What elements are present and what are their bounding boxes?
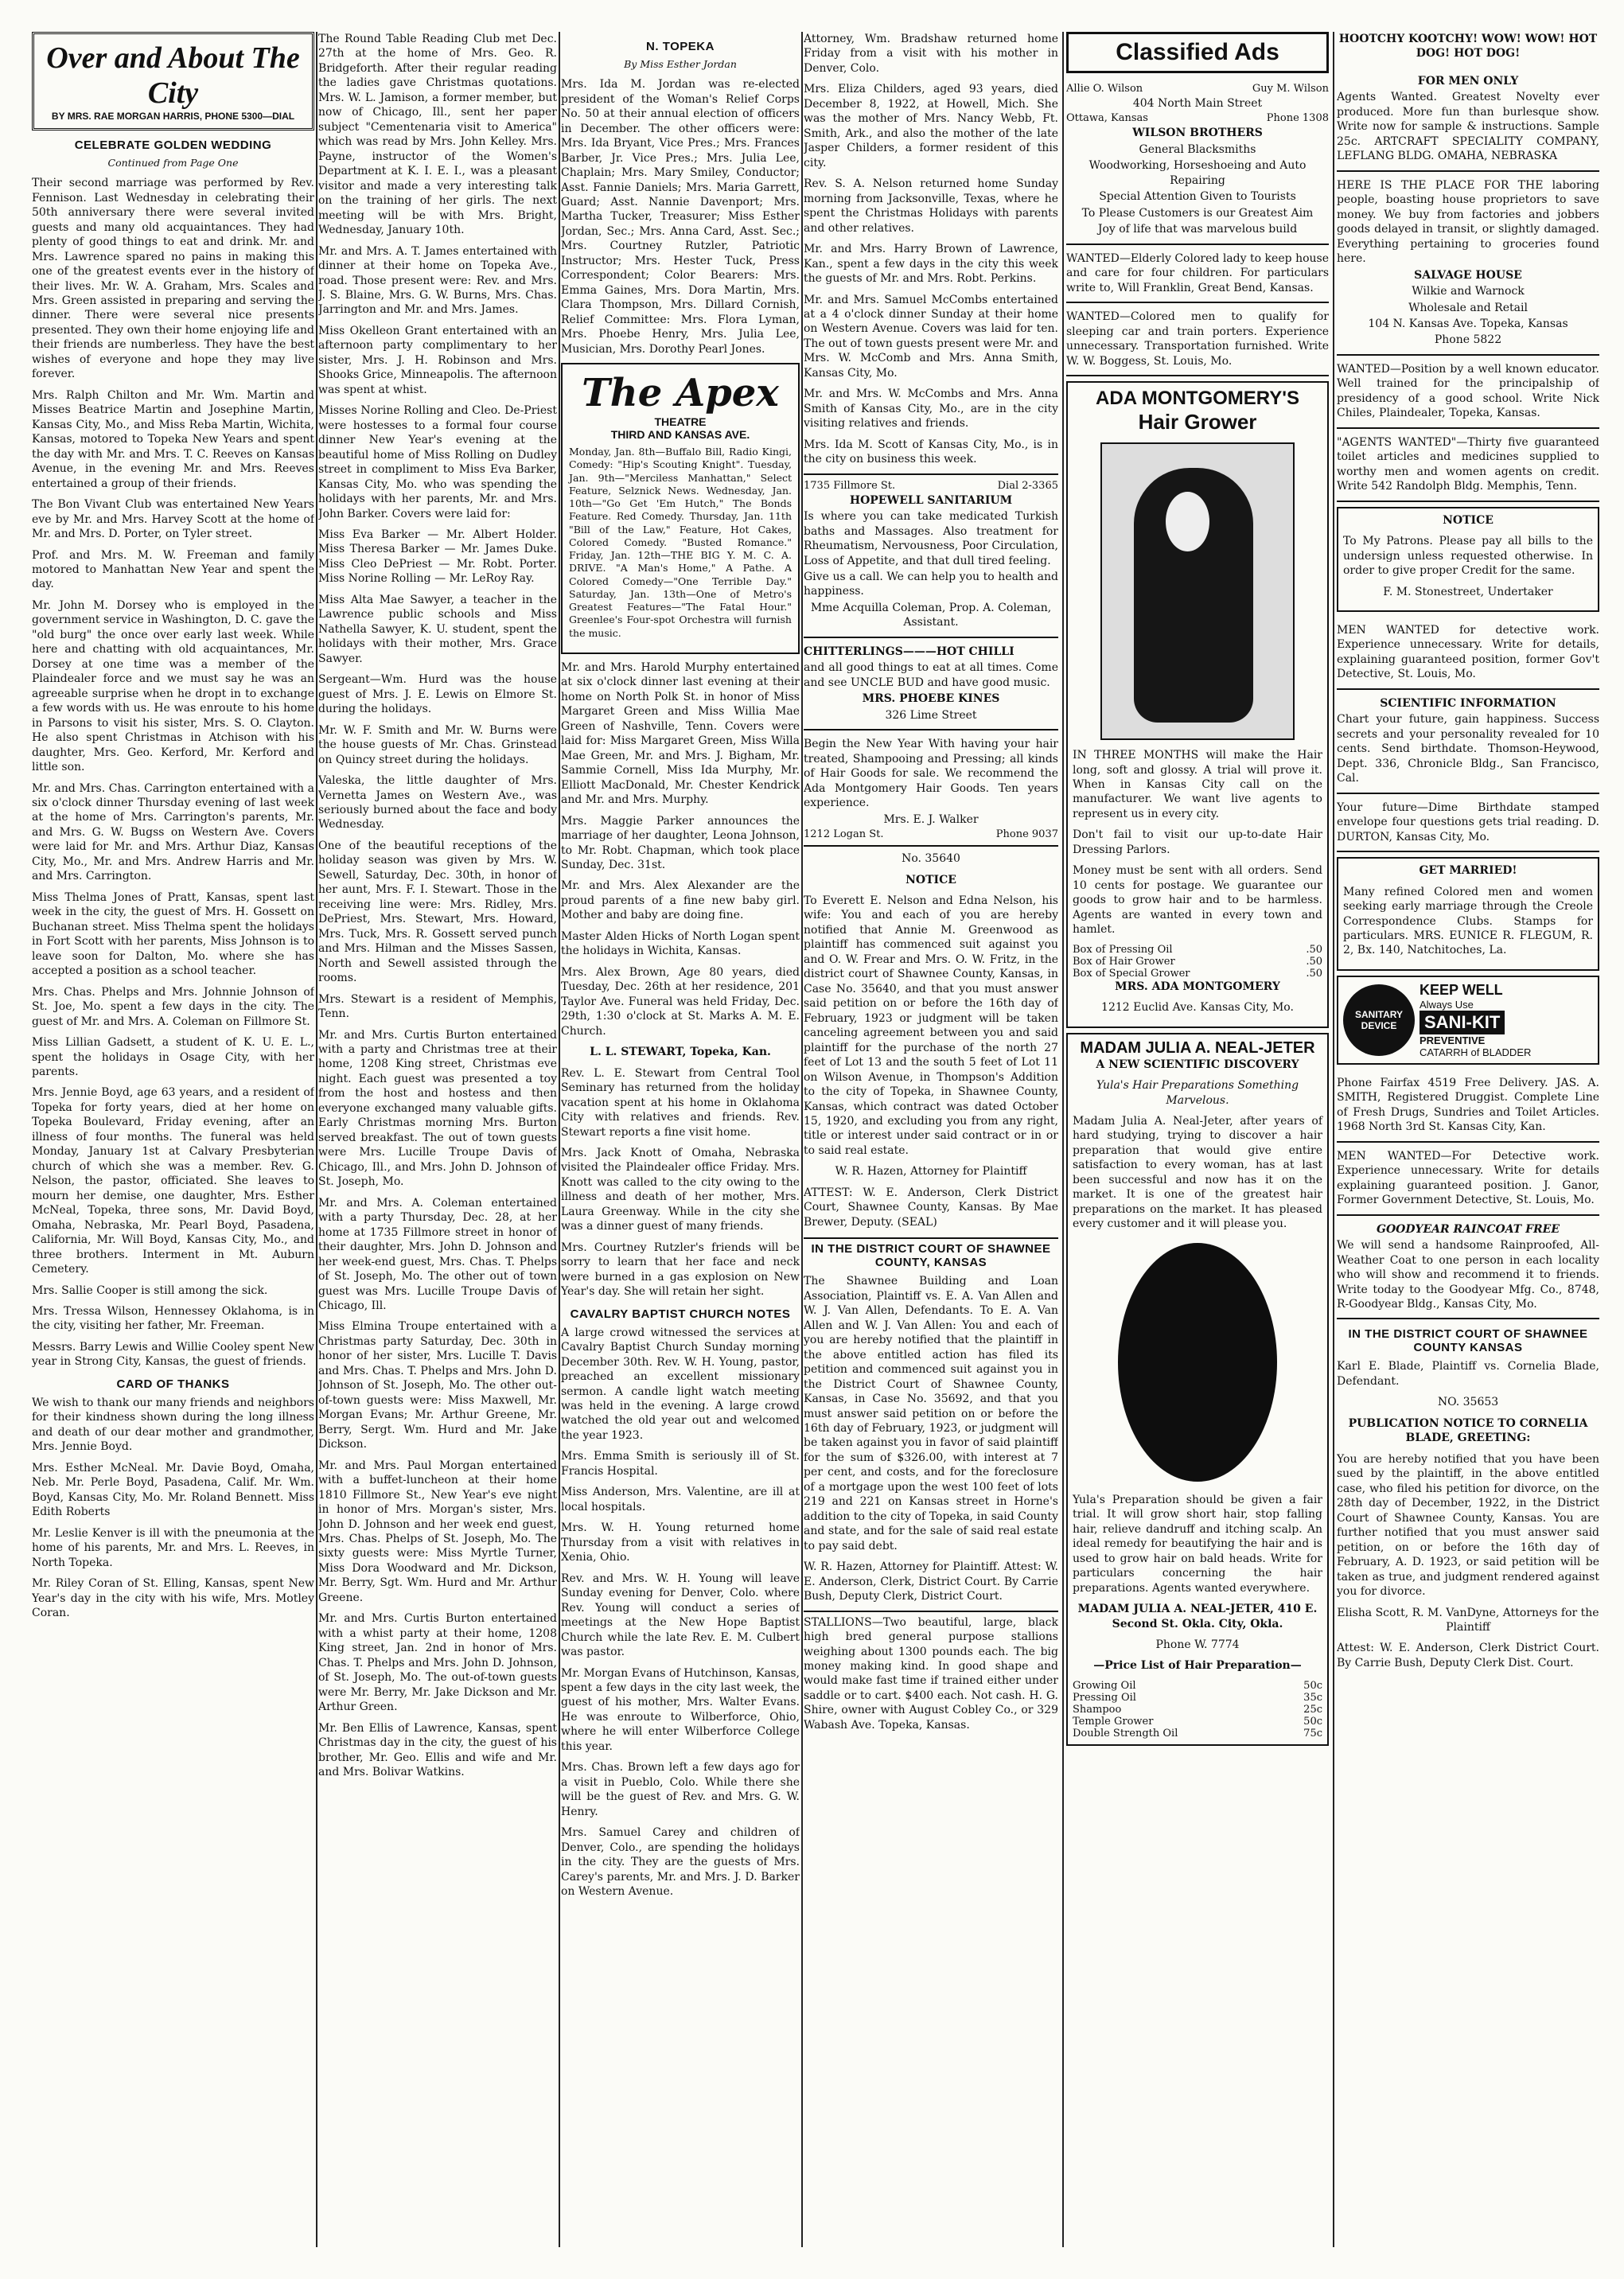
- ad-text: Is where you can take medicated Turkish baths and Massages. Also treatment for Rheumatism, Nervousness, Poor Circulation, Loss of Appetite, and that dull tired feeling.: [804, 510, 1058, 567]
- paragraph: We wish to thank our many friends and neighbors for their kindness shown during the long illness and death of our dear mother and grandmother, Mrs. Jennie Boyd.: [32, 1396, 314, 1454]
- court-attest: Attest: W. E. Anderson, Clerk District Court. By Carrie Bush, Deputy Clerk Dist. Court.: [1337, 1642, 1599, 1669]
- paragraph: Rev. S. A. Nelson returned home Sunday morning from Jacksonville, Texas, where he spent the Christmas Holidays with parents and other relatives.: [804, 177, 1058, 235]
- scientific-ad: [1337, 690, 1599, 794]
- price-item: Shampoo: [1073, 1703, 1122, 1716]
- wanted-ad: [1066, 303, 1329, 376]
- column-rule: [316, 32, 317, 2247]
- paragraph: Mrs. Chas. Phelps and Mrs. Johnnie Johnson of St. Joe, Mo. spent a few days in the city. The guest of Mr. and Mrs. A. Coleman on Fillmore St.: [32, 985, 314, 1028]
- paragraph: Mr. W. F. Smith and Mr. W. Burns were the house guests of Mr. Chas. Grinstead on Quincy street during the holidays.: [318, 723, 557, 766]
- paragraph: Misses Norine Rolling and Cleo. De-Priest were hostesses to a formal four course dinner New Year's evening at the beautiful home of Miss Rolling on Dudley street in compliment to Miss Eva Barker, Kansas City, Mo. who was spending the holidays with her parents, Mr. and Mrs. John Barker. Covers were laid for:: [318, 404, 557, 520]
- paragraph: Mr. and Mrs. Curtis Burton entertained with a whist party at their home, 1208 King street, Jan. 2nd in honor of Mrs. Chas. T. Phelps and Mrs. John D. Johnson, of St. Joseph, Mo. The out-of-town guests were Mr. Berry, Mr. Jake Dickson and Mr. Arthur Green.: [318, 1612, 557, 1714]
- ad-text: Many refined Colored men and women seeking early marriage through the Creole Correspondence Clubs. Stamps for particulars. MRS. EUNICE R. FLEGUM, R. 2, Bx. 140, Natchitoches, La.: [1343, 885, 1593, 957]
- paragraph: Mr. and Mrs. A. T. James entertained with dinner at their home on Topeka Ave., road. Those present were: Rev. and Mrs. J. S. Blaine, Mrs. G. W. Burns, Mrs. Chas. Jarrington and Mr. and Mrs. James.: [318, 244, 557, 317]
- ad-address: MADAM JULIA A. NEAL-JETER, 410 E. Second St. Okla. City, Okla.: [1077, 1603, 1318, 1630]
- ad-text: HERE IS THE PLACE FOR THE laboring people, boasting house proprietors to save money. We buy from factories and jobbers goods delayed in transit, or slightly damaged. Everything pertaining to groceries found here.: [1337, 178, 1599, 266]
- ad-text: Special Attention Given to Tourists: [1099, 190, 1296, 204]
- ad-text: Madam Julia A. Neal-Jeter, after years of hard studying, trying to discover a hair preparation that would give entire satisfaction to every woman, has at last been successful and now has it on the market. It is one of the greatest hair preparations on the market. It has pleased every customer and it will please you.: [1073, 1115, 1322, 1231]
- face-shape: [1166, 492, 1209, 551]
- ad-address: 404 North Main Street: [1132, 97, 1263, 110]
- ad-phone: Phone 5822: [1434, 333, 1502, 347]
- paragraph: Mr. Morgan Evans of Hutchinson, Kansas, spent a few days in the city last week, the guest of his mother, Mrs. Walter Evans. He was enroute to Wilberforce, Ohio, where he will enter Wilberforce College this year.: [561, 1666, 800, 1753]
- ad-text: CATARRH of BLADDER: [1420, 1046, 1532, 1058]
- court-text: You are hereby notified that you have been sued by the plaintiff, in the above entitled case, who filed his petition for divorce, on the 28th day of December, 1922, in the District Court of Shawnee County, Kansas. You are further notified that you must answer said petition, on or before the 16th day of February, A. D. 1923, or said petition will be taken as true, and judgment rendered against you for divorce.: [1337, 1452, 1599, 1599]
- ad-address: 1212 Euclid Ave. Kansas City, Mo.: [1101, 1001, 1294, 1015]
- ad-phone: Phone 9037: [995, 828, 1058, 841]
- paragraph: Messrs. Barry Lewis and Willie Cooley spent New year in Strong City, Kansas, the guest of friends.: [32, 1340, 314, 1369]
- ad-subtitle: Always Use: [1420, 998, 1474, 1011]
- paragraph: Miss Eva Barker — Mr. Albert Holder. Miss Theresa Barker — Mr. James Duke. Miss Cleo DePriest — Mr. Robt. Porter. Miss Norine Rolling — Mr. LeRoy Ray.: [318, 528, 557, 586]
- paragraph: Mrs. Samuel Carey and children of Denver, Colo., are spending the holidays in the city. They are the guests of Mrs. Carey's parents, Mr. and Mrs. J. D. Barker on Western Avenue.: [561, 1826, 800, 1899]
- paragraph: A large crowd witnessed the services at Cavalry Baptist Church Sunday morning December 30th. Rev. W. H. Young, pastor, preached an excellent missionary sermon. A candle light watch meeting was held in the evening. A large crowd watched the old year out and welcomed the year 1923.: [561, 1326, 800, 1442]
- page-title: Over and About The City: [46, 41, 300, 110]
- classified-title: Classified Ads: [1066, 32, 1329, 73]
- ad-text: Joy of life that was marvelous build: [1097, 223, 1298, 236]
- paragraph: Mr. and Mrs. Chas. Carrington entertained with a six o'clock dinner Thursday evening of last week at the home of Mrs. Carrington's parents, Mr. and Mrs. G. W. Bugss on Western Ave. Covers were laid for Mr. and Mrs. Arthur Diaz, Kansas City, Mo., Mr. and Mrs. Andrew Harris and Mr. and Mrs. Carrington.: [32, 781, 314, 883]
- ad-address: 104 N. Kansas Ave. Topeka, Kansas: [1368, 317, 1568, 330]
- paragraph: Rev. and Mrs. W. H. Young will leave Sunday evening for Denver, Colo. where Rev. Young will conduct a series of meetings at the New Hope Baptist Church while the late Rev. E. M. Culbert was pastor.: [561, 1572, 800, 1659]
- column-rule: [1333, 32, 1334, 2247]
- paragraph: Mrs. Alex Brown, Age 80 years, died Tuesday, Dec. 26th at her residence, 201 Taylor Ave. Funeral was held Friday, Dec. 29th, 1:30 o'clock at St. Marks A. M. E. Church.: [561, 965, 800, 1038]
- paragraph: Prof. and Mrs. M. W. Freeman and family motored to Manhattan New Year and spent the day.: [32, 548, 314, 591]
- paragraph: Mr. John M. Dorsey who is employed in the government service in Washington, D. C. gave the "old burg" the once over early last week. While here and chatting with old acquaintances, Mr. Dorsey at one time was a member of the Plaindealer force and we must say he was an agreeable surprise when he dropt in to exchange a few words with us. He was enroute to his home in Parsons to visit his sister, Mrs. S. O. Clayton. He also spent Christmas in Atchison with his daughter, Mrs. Geo. Kerford, Mr. Kerford and little son.: [32, 598, 314, 774]
- ad-title: SCIENTIFIC INFORMATION: [1380, 696, 1556, 710]
- paragraph: Sergeant—Wm. Hurd was the house guest of Mrs. J. E. Lewis on Elmore St. during the holidays.: [318, 673, 557, 716]
- paragraph: Mr. Leslie Kenver is ill with the pneumonia at the home of his parents, Mr. and Mrs. L. Reeves, in North Topeka.: [32, 1526, 314, 1569]
- ad-signature: Mme Acquilla Coleman, Prop. A. Coleman, Assistant.: [810, 601, 1052, 629]
- ad-text: General Blacksmiths: [1139, 142, 1256, 156]
- court-number: NO. 35653: [1437, 1396, 1499, 1409]
- ad-text: Woodworking, Horseshoeing and Auto Repairing: [1089, 159, 1307, 187]
- paragraph: Mr. and Mrs. Harold Murphy entertained at six o'clock dinner last evening at their home on North Polk St. in honor of Miss Margaret Green and Miss Willia Mae Green of Nashville, Tenn. Covers were laid for: Miss Margaret Green, Miss Willa Mae Green, Mr. and Mrs. J. Bigham, Mr. Sammie Cornell, Miss Ida Murphy, Mr. Elliott MacDonald, Mr. Chester Kendrick and Mr. and Mrs. Murphy.: [561, 660, 800, 807]
- raincoat-ad: [1337, 1216, 1599, 1320]
- ad-title: FOR MEN ONLY: [1417, 74, 1519, 88]
- column-rule: [559, 32, 560, 2247]
- price-item: Box of Pressing Oil: [1073, 943, 1173, 956]
- ad-name: MADAM JULIA A. NEAL-JETER: [1080, 1038, 1315, 1057]
- ad-subtitle: A NEW SCIENTIFIC DISCOVERY: [1096, 1058, 1299, 1071]
- paragraph: Mrs. W. H. Young returned home Thursday from a visit with relatives in Xenia, Ohio.: [561, 1521, 800, 1564]
- stallions-ad: STALLIONS—Two beautiful, large, black high bred general purpose stallions weighing about 1300 pounds each. The big money making kind. In good shape and would make fast time if trained either under saddle or to cart. $400 each. Not cash. H. G. Shire, owner with August Cobley Co., or 329 Wabash Ave. Topeka, Kansas.: [804, 1611, 1058, 1733]
- wanted-ad: [1066, 245, 1329, 303]
- court-signature: W. R. Hazen, Attorney for Plaintiff. Attest: W. E. Anderson, Clerk, District Court. By Carrie Bush, Deputy Clerk, District Court.: [804, 1560, 1058, 1603]
- paragraph: Rev. L. E. Stewart from Central Tool Seminary has returned from the holiday vacation spent at his home in Oklahoma City with relatives and friends. Rev. Stewart reports a fine visit home.: [561, 1066, 800, 1139]
- price-value: 50c: [1303, 1679, 1322, 1692]
- paragraph: Mr. and Mrs. A. Coleman entertained with a party Thursday, Dec. 28, at her home at 1735 Fillmore street in honor of their daughter, Mrs. John D. Johnson and her week-end guest, Mrs. Chas. T. Phelps of St. Joseph, Mo. The other out of town guest was Mrs. Lucille Troupe Davis of Chicago, Ill.: [318, 1196, 557, 1312]
- paragraph: Master Alden Hicks of North Logan spent the holidays in Wichita, Kansas.: [561, 929, 800, 958]
- paragraph: Mrs. Courtney Rutzler's friends will be sorry to learn that her face and neck were burned in a gas explosion on New Year's day. She will retain her sight.: [561, 1241, 800, 1299]
- ad-text: Yula's Preparation should be given a fair trial. It will grow short hair, stop falling hair, relieve dandruff and itching scalp. An ideal remedy for beautifying the hair and is used to grow hair on bald heads. Write for particulars concerning the hair preparations. Agents wanted everywhere.: [1073, 1493, 1322, 1595]
- seal-icon: SANITARY DEVICE: [1343, 984, 1415, 1056]
- ad-title: KEEP WELL: [1420, 981, 1503, 998]
- ad-text: Agents Wanted. Greatest Novelty ever produced. More fun than burlesque show. Write now for sample & instructions. Sample 25c. ARTCRAFT SPECIALITY COMPANY, LEFLANG BLDG. OMAHA, NEBRASKA: [1337, 91, 1599, 163]
- ad-signature: MRS. PHOEBE KINES: [862, 692, 1000, 706]
- ad-signature: MRS. ADA MONTGOMERY: [1115, 980, 1280, 993]
- ad-text: "AGENTS WANTED"—Thirty five guaranteed toilet articles and medicines supplied to worthy men and women agents on credit. Write 542 Randolph Bldg. Memphis, Tenn.: [1337, 435, 1599, 493]
- ad-text: MEN WANTED—For Detective work. Experience unnecessary. Write for details explaining guaranteed position. J. Ganor, Former Government Detective, St. Louis, Mo.: [1337, 1149, 1599, 1207]
- apex-theatre-ad: [561, 363, 800, 654]
- paragraph: Valeska, the little daughter of Mrs. Vernetta James on Western Ave., was seriously burned about the face and body Wednesday.: [318, 774, 557, 832]
- paragraph: Mrs. Ida M. Jordan was re-elected president of the Woman's Relief Corps No. 50 at their annual election of officers in December. The other officers were: Mrs. Ida Bryant, Vice Pres.; Mrs. Frances Barber, Jr. Vice Pres.; Mrs. Julia Lee, Chaplain; Mrs. Mary Smiley, Conductor; Asst. Fannie Daniels; Mrs. Maria Garrett, Guard; Asst. Nannie Davenport; Mrs. Martha Tucker, Treasurer; Miss Esther Jordan, Sec.; Mrs. Anna Card, Asst. Sec.; Mrs. Courtney Rutzler, Patriotic Instructor; Mrs. Hester Tuck, Press Correspondent; Color Bearers: Mrs. Emma Gaines, Mrs. Dora Martin, Mrs. Clara Thompson, Mrs. Dillard Cornish, Relief Committee: Mrs. Flora Lyman, Mrs. Phoebe Henry, Mrs. Julia Lee, Musician, Mrs. Dorothy Pearl Jones.: [561, 78, 800, 356]
- price-item: Pressing Oil: [1073, 1691, 1136, 1704]
- price-item: Double Strength Oil: [1073, 1727, 1178, 1739]
- paragraph: Miss Elmina Troupe entertained with a Christmas party Saturday, Dec. 30th in honor of her sister, Mrs. Lucille T. Davis and Mrs. Chas. T. Phelps and Mrs. John D. Johnson of St. Joseph, Mo. The other out-of-town guests were: Miss Maxwell, Mr. Morgan Evans; Mr. Arthur Greene, Mr. Berry, Sergt. Wm. Hurd and Mr. Jake Dickson.: [318, 1320, 557, 1451]
- ad-text: Money must be sent with all orders. Send 10 cents for postage. We guarantee our goods to grow hair and to be harmless. Agents are wanted in every town and hamlet.: [1073, 864, 1322, 937]
- ad-city: Ottawa, Kansas: [1066, 112, 1148, 125]
- detective-ad: [1337, 617, 1599, 690]
- paragraph: Mrs. Ralph Chilton and Mr. Wm. Martin and Misses Beatrice Martin and Josephine Martin, Kansas City, Mo., and Miss Reba Martin, Wichita, Kansas, motored to Topeka New Years and spent the day with Mr. and Mrs. T. C. Reeves on Kansas Avenue, in the evening Mr. and Mrs. Reeves entertained a group of their friends.: [32, 388, 314, 490]
- price-item: Box of Special Grower: [1073, 967, 1190, 980]
- ad-text: Your future—Dime Birthdate stamped envelope four questions gets trial reading. D. DURTON, Kansas City, Mo.: [1337, 801, 1599, 843]
- paragraph: Mr. and Mrs. Samuel McCombs entertained at a 4 o'clock dinner Sunday at their home on Western Avenue. Covers was laid for ten. The out of town guests present were Mr. and Mrs. W. McComb and Mrs. Anna Smith, Kansas City, Mo.: [804, 293, 1058, 380]
- headline: N. TOPEKA: [646, 40, 715, 53]
- price-list-heading: —Price List of Hair Preparation—: [1093, 1659, 1302, 1673]
- ada-montgomery-ad: [1066, 381, 1329, 1028]
- paragraph: Miss Anderson, Mrs. Valentine, are ill at local hospitals.: [561, 1486, 800, 1513]
- price-value: .50: [1306, 967, 1322, 980]
- ad-text: Wilkie and Warnock: [1412, 285, 1525, 298]
- future-ad: [1337, 794, 1599, 852]
- apex-program: Monday, Jan. 8th—Buffalo Bill, Radio Kingi, Comedy: "Hip's Scouting Knight". Tuesday, Jan. 9th—"Merciless Manhattan," Select Feature, Selznick News. Wednesday, Jan. 10th—"Go Get 'Em Hutch," The Bonds Feature. Red Comedy. Thursday, Jan. 11th "Bill of the Law," Feature, Hot Cakes, Colored Comedy. "Busted Romance." Friday, Jan. 12th—THE BIG Y. M. C. A. DRIVE. "A Man's Home," A Pathe. A Colored Comedy—"One Terrible Day." Saturday, Jan. 13th—One of Metro's Greatest Features—"The Fatal Hour." Greenlee's Four-spot Orchestra will furnish the music.: [569, 446, 792, 639]
- marriage-ad: [1337, 857, 1599, 971]
- court-text: The Shawnee Building and Loan Association, Plaintiff vs. E. A. Van Allen and W. J. Van Allen, Defendants. To E. A. Van Allen and W. J. Van Allen: You and each of you are hereby notified that the plaintiff in the above entitled action has filed its petition and commenced suit against you in the District Court of Shawnee County, Kansas, in Case No. 35692, and that you must answer said petition on or before the 16th day of February, 1923, or judgment will be taken against you in favor of said plaintiff for the sum of $326.00, with interest at 7 per cent, and costs, and for the foreclosure of a mortgage upon the west 100 feet of lots 219 and 221 on Kansas street in Horne's addition to the city of Topeka, in said County and state, and for the sale of said real estate to pay said debt.: [804, 1275, 1058, 1552]
- ad-owner: Allie O. Wilson: [1066, 83, 1143, 95]
- notice-signature: F. M. Stonestreet, Undertaker: [1383, 585, 1553, 598]
- sanikit-ad: [1337, 976, 1599, 1065]
- paragraph: Mr. Ben Ellis of Lawrence, Kansas, spent Christmas day in the city, the guest of his brother, Mr. Geo. Ellis and wife and Mr. and Mrs. Bolivar Watkins.: [318, 1721, 557, 1779]
- court-parties: Karl E. Blade, Plaintiff vs. Cornelia Blade, Defendant.: [1337, 1360, 1599, 1388]
- ad-text: Phone Fairfax 4519 Free Delivery. JAS. A. SMITH, Registered Druggist. Complete Line of Fresh Drugs, Sundries and Toilet Articles. 1968 North 3rd St. Kansas City, Kan.: [1337, 1076, 1599, 1134]
- paragraph: Mr. and Mrs. Harry Brown of Lawrence, Kan., spent a few days in the city this week the guests of Mr. and Mrs. Robt. Perkins.: [804, 243, 1058, 286]
- court-publication: PUBLICATION NOTICE TO CORNELIA BLADE, GREETING:: [1348, 1416, 1588, 1445]
- ad-owner: Guy M. Wilson: [1252, 83, 1329, 95]
- court-title: IN THE DISTRICT COURT OF SHAWNEE COUNTY, KANSAS: [804, 1237, 1058, 1269]
- ad-text: Give us a call. We can help you to health and happiness.: [804, 571, 1058, 598]
- paragraph: Mrs. Stewart is a resident of Memphis, Tenn.: [318, 992, 557, 1021]
- ad-title: GOODYEAR RAINCOAT FREE: [1376, 1222, 1560, 1236]
- paragraph: Mrs. Sallie Cooper is still among the sick.: [32, 1284, 268, 1297]
- paragraph: Mr. and Mrs. Paul Morgan entertained with a buffet-luncheon at their home 1810 Fillmore St., New Year's eve night in honor of Mrs. Morgan's sister, Mrs. John D. Johnson and her week end guest, Mrs. Chas. Phelps of St. Joseph, Mo. The sixty guests were: Miss Myrtle Turner, Miss Dora Woodward and Mr. Dickson, Mr. Berry, Sgt. Wm. Hurd and Mr. Arthur Greene.: [318, 1459, 557, 1604]
- paragraph: Miss Okelleon Grant entertained with an afternoon party complimentary to her sister, Mrs. J. H. Robinson and Mrs. Shooks Grice, Minneapolis. The afternoon was spent at whist.: [318, 324, 557, 396]
- price-value: .50: [1306, 943, 1322, 956]
- paragraph: Mrs. Esther McNeal. Mr. Davie Boyd, Omaha, Neb. Mr. Perle Boyd, Pasadena, Calif. Mr. Wm. Boyd, Kansas City, Mo. Mr. Roland Bennett. Miss Edith Roberts: [32, 1461, 314, 1519]
- ad-phone: Dial 2-3365: [997, 479, 1058, 492]
- column-rule: [801, 32, 803, 2247]
- headline: CAVALRY BAPTIST CHURCH NOTES: [570, 1307, 791, 1321]
- paragraph: Mrs. Tressa Wilson, Hennessey Oklahoma, is in the city, visiting her father, Mr. Freeman.: [32, 1305, 314, 1333]
- paragraph: The Round Table Reading Club met Dec. 27th at the home of Mrs. Geo. R. Bridgeforth. After their regular reading the ladies gave Christmas quotations. Mrs. W. L. Jamison, a former member, but now of Chicago, Ill., sent her paper subject "Cementenaria visit to America" which was read by Mrs. John Kelley. Mrs. Payne, instructor of the Women's Department at K. I. E. I., was a pleasant visitor and made a very interesting talk on the training of her girls. The next meeting will be with Mrs. Bright, Wednesday, January 10th.: [318, 33, 557, 237]
- paragraph: Mrs. Eliza Childers, aged 93 years, died December 8, 1922, at Howell, Mich. She was the mother of Mrs. Nancy Webb, Ft. Smith, Ark., and also the mother of the late Jasper Childers, a former resident of this city.: [804, 83, 1058, 169]
- paragraph: Their second marriage was performed by Rev. Fennison. Last Wednesday in celebrating their 50th anniversary there were several invited guests and many old acquaintances. They had plenty of good things to eat and drink. Mr. and Mrs. Lawrence spared no pains in making this one of the greatest events ever in the history of their lives. Mr. W. A. Graham, Mrs. Scales and Mrs. Green assisted in preparing and serving the dinner. There were several nice presents presented. They own their home enjoying life and their friends are numberless. They have the best wishes of everyone and hope they may live forever.: [32, 177, 314, 381]
- druggist-ad: [1337, 1069, 1599, 1143]
- price-value: .50: [1306, 955, 1322, 968]
- oval-portrait-image: [1118, 1243, 1277, 1482]
- column-6: [1337, 32, 1599, 2247]
- chitterlings-ad: [804, 638, 1058, 730]
- notice-signature: W. R. Hazen, Attorney for Plaintiff: [835, 1165, 1027, 1178]
- court-signature: Elisha Scott, R. M. VanDyne, Attorneys for the Plaintiff: [1337, 1606, 1599, 1634]
- paragraph: Mrs. Ida M. Scott of Kansas City, Mo., is in the city on business this week.: [804, 438, 1058, 466]
- paragraph: Miss Thelma Jones of Pratt, Kansas, spent last week in the city, the guest of Mrs. H. Gossett on Buchanan street. Miss Thelma spent the holidays in Fort Scott with her parents, Miss Johnson is to leave soon for Dalton, Mo. where she has accepted a position as a school teacher.: [32, 890, 314, 978]
- wilson-ad: [1066, 78, 1329, 245]
- wanted-ad: [1337, 356, 1599, 429]
- ad-text: WANTED—Elderly Colored lady to keep house and care for four children. For particulars write to, Will Franklin, Great Bend, Kansas.: [1066, 251, 1329, 294]
- detective-ad: [1337, 1143, 1599, 1216]
- paragraph: Mr. and Mrs. W. McCombs and Mrs. Anna Smith of Kansas City, Mo., are in the city visiting relatives and friends.: [804, 388, 1058, 430]
- ad-text: WANTED—Colored men to qualify for sleeping car and train porters. Experience unnecessary. Transportation furnished. Write W. W. Boggess, St. Louis, Mo.: [1066, 310, 1329, 368]
- ad-name: ADA MONTGOMERY'S: [1096, 388, 1299, 410]
- paragraph: Mrs. Jack Knott of Omaha, Nebraska visited the Plaindealer office Friday. Mrs. Knott was called to the city owing to the illness and death of her mother, Mrs. Laura Greenway. While in the city she was a dinner guest of many friends.: [561, 1146, 800, 1233]
- ad-name: SANI-KIT: [1420, 1011, 1505, 1034]
- paragraph: Mrs. Chas. Brown left a few days ago for a visit in Pueblo, Colo. While there she will be the guest of Rev. and Mrs. G. W. Henry.: [561, 1761, 800, 1818]
- ad-text: Chart your future, gain happiness. Success secrets and your personality revealed for 10 cents. Send birthdate. Thomson-Heywood, Dept. 336, Chronicle Bldg., San Francisco, Cal.: [1337, 713, 1599, 785]
- ad-text: IN THREE MONTHS will make the Hair long, soft and glossy. A trial will prove it. When in Kansas City call on the manufacturer. We want live agents to represent us in every city.: [1073, 749, 1322, 820]
- apex-theatre-label: THEATRE: [654, 415, 707, 429]
- column-2: [318, 32, 557, 2247]
- masthead-box: [32, 32, 314, 131]
- undertaker-notice: [1337, 507, 1599, 612]
- ad-phone: Phone 1308: [1266, 112, 1329, 125]
- column-5: [1066, 32, 1329, 2247]
- apex-address: THIRD AND KANSAS AVE.: [610, 428, 750, 442]
- ad-subtitle: Hair Grower: [1138, 410, 1257, 434]
- price-value: 35c: [1303, 1691, 1322, 1704]
- price-item: Box of Hair Grower: [1073, 955, 1175, 968]
- ad-signature: Mrs. E. J. Walker: [883, 812, 979, 826]
- neal-jeter-ad: [1066, 1033, 1329, 1746]
- subhead: Continued from Page One: [107, 157, 239, 169]
- ad-phone: Phone W. 7774: [1155, 1638, 1240, 1651]
- ad-title: CHITTERLINGS———HOT CHILLI: [804, 645, 1015, 658]
- novelty-ad: [1337, 68, 1599, 172]
- headline: CELEBRATE GOLDEN WEDDING: [74, 138, 272, 152]
- paragraph: Miss Alta Mae Sawyer, a teacher in the Lawrence public schools and Miss Nathella Sawyer, K. U. student, spent the holidays with their mother, Mrs. Grace Sawyer.: [318, 593, 557, 665]
- column-3: [561, 32, 800, 2247]
- ad-address: 1735 Fillmore St.: [804, 479, 896, 492]
- ad-name: WILSON BROTHERS: [1132, 127, 1263, 140]
- salvage-ad: [1337, 172, 1599, 356]
- notice-number: No. 35640: [902, 852, 960, 866]
- ad-text: MEN WANTED for detective work. Experience unnecessary. Write for details, explaining guaranteed position, former Gov't Detective, St. Louis, Mo.: [1337, 624, 1599, 681]
- paragraph: Mrs. Emma Smith is seriously ill of St. Francis Hospital.: [561, 1450, 800, 1478]
- paragraph: Mr. Riley Coran of St. Elling, Kansas, spent New Year's day in the city with his wife, Mrs. Motley Coran.: [32, 1577, 314, 1619]
- agents-ad: [1337, 429, 1599, 502]
- portrait-image: [1100, 442, 1295, 740]
- ad-text: Begin the New Year With having your hair treated, Shampooing and Pressing; all kinds of Hair Goods for sale. We recommend the Ada Montgomery Hair Goods. Ten years experience.: [804, 738, 1058, 810]
- price-value: 75c: [1303, 1727, 1322, 1739]
- price-value: 50c: [1303, 1715, 1322, 1728]
- notice-title: NOTICE: [905, 873, 956, 886]
- ad-text: and all good things to eat at all times. Come and see UNCLE BUD and have good music.: [804, 661, 1058, 689]
- paragraph: Mr. and Mrs. Curtis Burton entertained with a party and Christmas tree at their home, 1208 King street, Christmas eve night. Each guest was presented a toy from the host and hostess and then everyone exchanged many valuable gifts. Early Christmas morning Mrs. Burton served breakfast. The out of town guests were Mrs. Lucille Troupe Davis of Chicago, Ill., and Mrs. John D. Johnson of St. Joseph, Mo.: [318, 1028, 557, 1189]
- price-value: 25c: [1303, 1703, 1322, 1716]
- ad-text: To Please Customers is our Greatest Aim: [1081, 206, 1314, 220]
- ad-subtitle: Yula's Hair Preparations Something Marvelous.: [1096, 1079, 1299, 1107]
- ad-name: HOPEWELL SANITARIUM: [849, 493, 1013, 507]
- paragraph: Mrs. Maggie Parker announces the marriage of her daughter, Leona Johnson, to Mr. Robt. Chapman, which took place Sunday, Dec. 31st.: [561, 814, 800, 871]
- hopewell-ad: [804, 473, 1058, 638]
- ad-address: 326 Lime Street: [885, 708, 977, 722]
- column-4: [804, 32, 1058, 2247]
- paragraph: The Bon Vivant Club was entertained New Years eve by Mr. and Mrs. Harvey Scott at the home of Mr. and Mrs. D. Porter, on Tyler street.: [32, 498, 314, 541]
- notice-title: NOTICE: [1443, 513, 1494, 527]
- ad-title: GET MARRIED!: [1419, 864, 1517, 878]
- ad-text: Wholesale and Retail: [1408, 301, 1528, 314]
- byline: By Miss Esther Jordan: [624, 58, 737, 70]
- notice-text: To Everett E. Nelson and Edna Nelson, his wife: You and each of you are hereby notified that Annie M. Greenwood as plaintiff has commenced suit against you and O. W. Frear and Mrs. O. W. Fritz, in the district court of Shawnee County, Kansas, in Case No. 35640, and that you must answer said petition on or before the 16th day of February, 1923 or judgment will be taken canceling agreement between you and said plaintiff for the purchase of the north 27 feet of Lot 13 and the south 5 feet of Lot 11 on Wilson Avenue, in Thompson's Addition to the city of Topeka, in Shawnee County, Kansas, which contract was dated October 15, 1920, and excluding you from any right, title or interest under said contract or in or to said real estate.: [804, 894, 1058, 1157]
- headline: CARD OF THANKS: [116, 1377, 230, 1391]
- column-1: [32, 32, 314, 2247]
- notice-attest: ATTEST: W. E. Anderson, Clerk District Court, Shawnee County, Kansas. By Mae Brewer, Deputy. (SEAL): [804, 1186, 1058, 1229]
- paragraph: Miss Lillian Gadsett, a student of K. U. E. L., spent the holidays in Osage City, with her parents.: [32, 1036, 314, 1078]
- paragraph: L. L. STEWART, Topeka, Kan.: [590, 1046, 771, 1059]
- ad-text: WANTED—Position by a well known educator. Well trained for the principalship of presidency of a good school. Write Nick Chiles, Plaindealer, Topeka, Kansas.: [1337, 362, 1599, 420]
- paragraph: Mrs. Jennie Boyd, age 63 years, and a resident of Topeka for forty years, died at her home on Topeka Boulevard, Friday evening, after an illness of four months. The funeral was held Monday, January 1st at Calvary Presbyterian church of which she was a member. Rev. G. Nelson, the pastor, officiated. She leaves to mourn her demise, one daughter, Mrs. Esther McNeal, Topeka, three sons, Mr. David Boyd, Omaha, Nebraska, Mr. Pearl Boyd, Pasadena, California, Mr. Will Boyd, Kansas City, Mo., and three brothers. Interment in Mt. Auburn Cemetery.: [32, 1086, 314, 1276]
- paragraph: Mr. and Mrs. Alex Alexander are the proud parents of a fine new baby girl. Mother and baby are doing fine.: [561, 879, 800, 922]
- paragraph: Attorney, Wm. Bradshaw returned home Friday from a visit with his mother in Denver, Colo.: [804, 33, 1058, 75]
- ad-text: Don't fail to visit our up-to-date Hair Dressing Parlors.: [1073, 828, 1322, 856]
- apex-logo: The Apex: [582, 371, 779, 416]
- price-item: Temple Grower: [1073, 1715, 1154, 1728]
- ad-banner: HOOTCHY KOOTCHY! WOW! WOW! HOT DOG! HOT DOG!: [1338, 33, 1598, 60]
- ad-address: 1212 Logan St.: [804, 828, 884, 841]
- ad-text: PREVENTIVE: [1420, 1034, 1486, 1046]
- price-item: Growing Oil: [1073, 1679, 1136, 1692]
- byline: BY MRS. RAE MORGAN HARRIS, PHONE 5300—DIAL: [51, 111, 295, 122]
- ad-text: We will send a handsome Rainproofed, All-Weather Coat to one person in each locality who will show and recommend it to friends. Write today to the Goodyear Mfg. Co., 8748, R-Goodyear Bldg., Kansas City, Mo.: [1337, 1239, 1599, 1311]
- notice-text: To My Patrons. Please pay all bills to the undersign unless requested otherwise. In order to give proper Credit for the same.: [1343, 535, 1593, 578]
- paragraph: One of the beautiful receptions of the holiday season was given by Mrs. W. Sewell, Saturday, Dec. 30th, in honor of her aunt, Mrs. F. I. Stewart. Those in the receiving line were: Mrs. Ridley, Mrs. DePriest, Mrs. Stewart, Mrs. Howard, Mrs. Tuck, Mrs. R. Gossett served punch and Mrs. Hilman and the Misses Sassen, North and Sewell assisted through the rooms.: [318, 839, 557, 985]
- ad-name: SALVAGE HOUSE: [1414, 268, 1522, 282]
- column-rule: [1062, 32, 1064, 2247]
- walker-ad: [804, 730, 1058, 847]
- court-title: IN THE DISTRICT COURT OF SHAWNEE COUNTY KANSAS: [1348, 1327, 1588, 1355]
